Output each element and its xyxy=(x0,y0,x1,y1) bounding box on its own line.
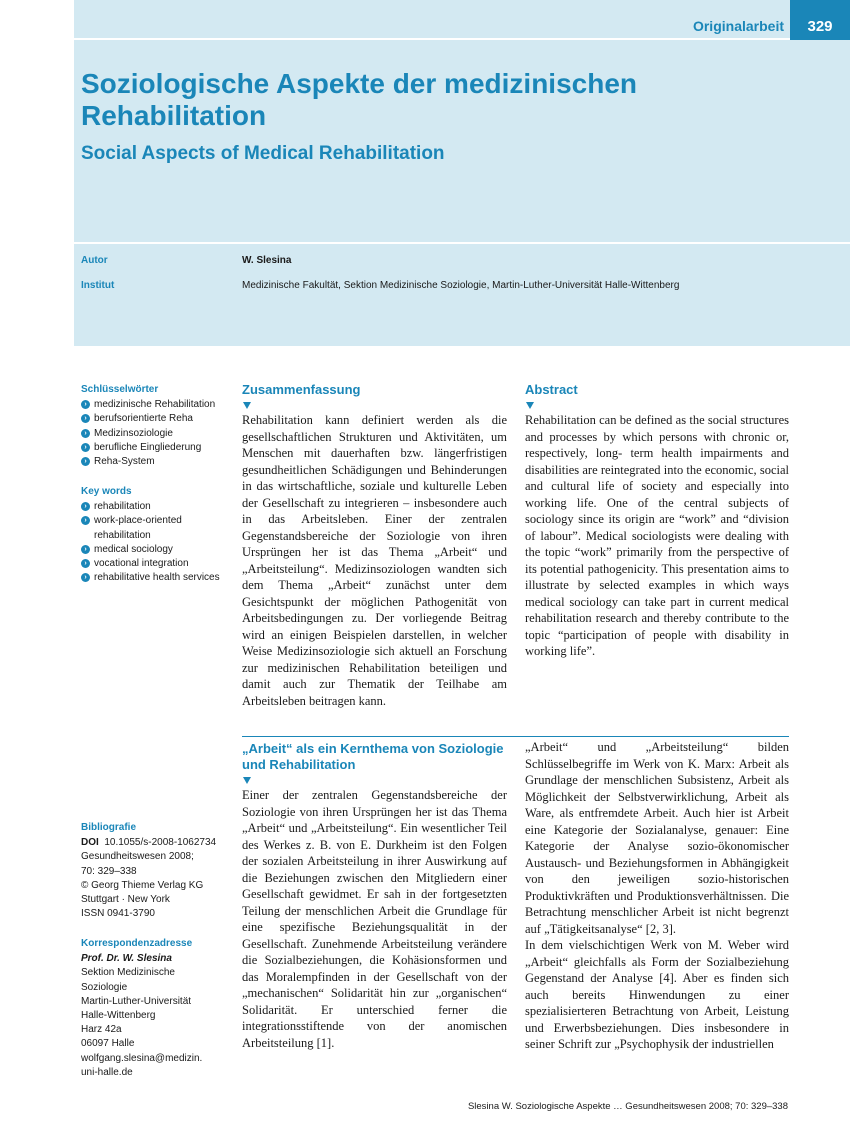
institute-name: Medizinische Fakultät, Sektion Medizinische Soziologie, Martin-Luther-Universität Halle-Wittenberg xyxy=(242,280,680,291)
institute-label: Institut xyxy=(81,280,115,291)
bullet-icon: › xyxy=(81,502,90,511)
address-line: 06097 Halle xyxy=(81,1038,135,1050)
keywords-en xyxy=(81,485,231,585)
zusammenfassung xyxy=(242,382,507,709)
zusammenfassung-text: Rehabilitation kann definiert werden als die gesellschaftlichen Strukturen und Aktivitäten, um Menschen mit dauerhaften bzw. längerfristigen gesundheitlichen Schädigungen und Behinderungen in das wirtschaftliche, soziale und kulturelle Leben der Gesellschaft zu integrieren – insbesondere auch in das Arbeitsleben. Einer der zentralen Gegenstandsbereiche der Soziologie von ihren Ursprüngen her ist das Thema „Arbeit“ und „Arbeitsteilung“. Medizinsoziologen wandten sich dem Thema „Arbeit“ zunächst unter dem Gesichtspunkt der möglichen Pathogenität von Arbeitsbedingungen zu. Der vorliegende Beitrag wird an einigen Beispielen darstellen, in welcher Weise Medizinsoziologie sich aktuell an Forschung zur medizinischen Rehabilitation beteiligen und damit auch zur Thematik der Teilhabe am Arbeitsleben beitragen kann. xyxy=(242,413,507,708)
arrow-down-icon xyxy=(243,777,251,784)
page-number: 329 xyxy=(790,0,850,40)
title-english: Social Aspects of Medical Rehabilitation xyxy=(81,143,445,164)
abstract xyxy=(525,382,789,660)
section1-text: Einer der zentralen Gegenstandsbereiche der Soziologie von ihren Ursprüngen her ist das Thema „Arbeit“ und „Arbeitsteilung“. Ein wesentlicher Teil des Werkes z. B. von E. Durkheim ist den Folgen der sozialen Arbeitsteilung in ihrer Auswirkung auf die Beziehungen zwischen den Mitgliedern einer Gesellschaft gewidmet. Er sah in der fortgesetzten Teilung der menschlichen Arbeit die Grundlage für eine spezifische Beziehungsqualität in der Gesellschaft. Zunehmende Arbeitsteilung verändere die Sozialbeziehungen, die Kohäsionsformen und das Moralempfinden in der Gesellschaft von der „mechanischen“ Solidarität hin zur „organischen“ Solidarität. Er unterschied ferner die integrationsstiftende von der anomischen Arbeitsteilung [1]. xyxy=(242,788,507,1050)
journal-line: Gesundheitswesen 2008; xyxy=(81,851,194,863)
header-band xyxy=(74,0,850,346)
bullet-icon: › xyxy=(81,414,90,423)
keywords-en-heading: Key words xyxy=(81,486,132,497)
keyword-item: › Reha-System xyxy=(81,455,231,469)
address-line: Harz 42a xyxy=(81,1024,122,1036)
keyword-item: › medizinische Rehabilitation xyxy=(81,398,231,412)
keyword-item: › berufsorientierte Reha xyxy=(81,412,231,426)
bullet-icon: › xyxy=(81,545,90,554)
bullet-icon: › xyxy=(81,559,90,568)
section-tag: Originalarbeit xyxy=(692,18,784,34)
keyword-item: › work-place-oriented rehabilitation xyxy=(81,514,231,542)
abstract-text: Rehabilitation can be defined as the social structures and processes by which persons with chronic or, respectively, long- term health impairments and disabilities are reintegrated into the economic, social and cultural life of society and especially into working life. One of the central subjects of sociology since its origin are “work” and “division of labour”. Medical sociologists were dealing with the topic “work” primarily from the perspective of its potential pathogenicity. This presentation aims to illustrate by selected examples in which ways medical sociology can take part in current medical rehabilitation research and thereby contribute to the topic “participation of people with disability in working life”. xyxy=(525,413,789,658)
keyword-item: › medical sociology xyxy=(81,543,231,557)
location-line: Stuttgart · New York xyxy=(81,894,170,906)
title-german: Soziologische Aspekte der medizinischen Rehabilitation xyxy=(81,68,637,131)
bullet-icon: › xyxy=(81,516,90,525)
email-line[interactable]: wolfgang.slesina@medizin. xyxy=(81,1052,203,1064)
arrow-down-icon xyxy=(243,402,251,409)
page-footer: Slesina W. Soziologische Aspekte … Gesundheitswesen 2008; 70: 329–338 xyxy=(467,1101,788,1112)
address-line: Martin-Luther-Universität xyxy=(81,995,192,1007)
meta-divider xyxy=(74,242,850,244)
address-line: Soziologie xyxy=(81,981,128,993)
address-line: Sektion Medizinische xyxy=(81,967,175,979)
section1-paragraph: „Arbeit“ und „Arbeitsteilung“ bilden Schlüsselbegriffe im Werk von K. Marx: Arbeit als Grundlage der menschlichen Subsistenz, Arbeit als Möglichkeit der Selbstverwirklichung, Arbeit als Ware, als entfremdete Arbeit. Auch hier ist Arbeit eine Kategorie der Sozialanalyse, genauer: Eine Kategorie der Analyse sozio-ökonomischer Austausch- und Beziehungsformen in Abhängigkeit von den jeweiligen sozio-historischen Produktivkräften und Produktionsverhältnissen. Die Betrachtung menschlicher Arbeit ist nicht begrenzt auf „Tätigkeitsanalyse“ [2, 3]. xyxy=(525,740,789,936)
keyword-item: › berufliche Eingliederung xyxy=(81,441,231,455)
email-line[interactable]: uni-halle.de xyxy=(81,1066,133,1078)
issn-line: ISSN 0941-3790 xyxy=(81,908,155,920)
keyword-item: › rehabilitative health services xyxy=(81,571,231,585)
author-name: W. Slesina xyxy=(242,255,292,266)
bibliography xyxy=(81,821,231,921)
bullet-icon: › xyxy=(81,429,90,438)
correspondence-name: Prof. Dr. W. Slesina xyxy=(81,953,172,965)
correspondence xyxy=(81,937,231,1080)
bullet-icon: › xyxy=(81,457,90,466)
bullet-icon: › xyxy=(81,573,90,582)
header-top-bar xyxy=(74,0,850,40)
copyright-line: © Georg Thieme Verlag KG xyxy=(81,879,204,891)
zusammenfassung-heading: Zusammenfassung xyxy=(242,382,361,397)
section1-paragraph: In dem vielschichtigen Werk von M. Weber wird „Arbeit“ gleichfalls als Form der Sozialbeziehung Gegenstand der Analyse [4]. Aber es finden sich auch bereits Hinwendungen zu einer spezialisierteren Betrachtung von Arbeit, Leistung und Erwerbsbeziehungen. Dies insbesondere in seiner Schrift zur „Psychophysik der industriellen xyxy=(525,938,789,1051)
keyword-item: › rehabilitation xyxy=(81,500,231,514)
bibliography-heading: Bibliografie xyxy=(81,822,137,833)
address-line: Halle-Wittenberg xyxy=(81,1010,156,1022)
doi-link[interactable]: 10.1055/s-2008-1062734 xyxy=(104,837,217,849)
abstract-heading: Abstract xyxy=(525,382,578,397)
bullet-icon: › xyxy=(81,400,90,409)
section1-heading: „Arbeit“ als ein Kernthema von Soziologie und Rehabilitation xyxy=(242,741,504,772)
correspondence-heading: Korrespondenzadresse xyxy=(81,938,193,949)
keyword-item: › vocational integration xyxy=(81,557,231,571)
section1-left xyxy=(242,741,507,1051)
section1-right xyxy=(525,739,789,1053)
keyword-item: › Medizinsoziologie xyxy=(81,427,231,441)
keywords-de-heading: Schlüsselwörter xyxy=(81,384,159,395)
bullet-icon: › xyxy=(81,443,90,452)
arrow-down-icon xyxy=(526,402,534,409)
section-rule xyxy=(242,736,789,737)
keywords-de xyxy=(81,383,231,469)
author-label: Autor xyxy=(81,255,108,266)
doi-line: DOI 10.1055/s-2008-1062734 xyxy=(81,837,217,849)
volume-line: 70: 329–338 xyxy=(81,865,137,877)
